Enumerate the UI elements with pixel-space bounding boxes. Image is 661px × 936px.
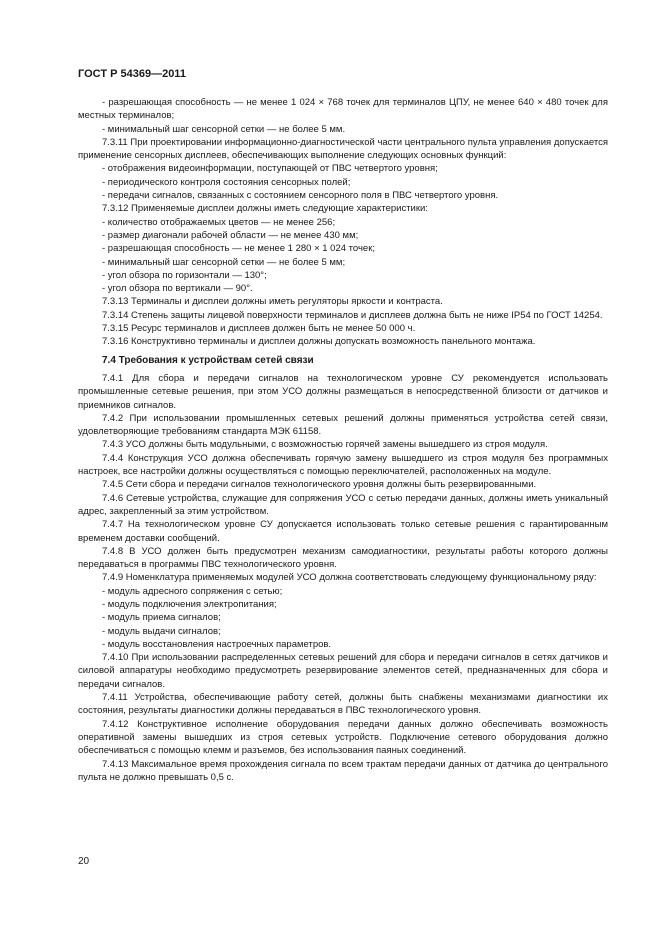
list-item: - модуль выдачи сигналов; — [102, 625, 221, 637]
list-item: - угол обзора по вертикали — 90°. — [102, 283, 253, 295]
paragraph: 7.4.7 На технологическом уровне СУ допускается использовать только сетевые решения с гарантированным временем доставки сообщений. — [78, 519, 608, 544]
list-item: - модуль адресного сопряжения с сетью; — [102, 585, 283, 597]
paragraph: 7.4.2 При использовании промышленных сетевых решений должны применяться устройства сетей связи, удовлетворяющие требованиям стандарта МЭК 61158. — [78, 412, 608, 438]
list-item: - отображения видеоинформации, поступающей от ПВС четвертого уровня; — [102, 163, 438, 175]
page-number: 20 — [78, 856, 90, 867]
paragraph: 7.4.4 Конструкция УСО должна обеспечивать горячую замену вышедшего из строя модуля без программных настроек, все настройки должны осуществляться с помощью переключателей, расположенных на модуле. — [78, 452, 608, 478]
paragraph: 7.3.16 Конструктивно терминалы и дисплеи должны допускать возможность панельного монтажа. — [102, 336, 536, 348]
list-item: - количество отображаемых цветов — не менее 256; — [102, 216, 336, 228]
paragraph: 7.3.14 Степень защиты лицевой поверхности терминалов и дисплеев должна быть не ниже IP54 по ГОСТ 14254. — [102, 309, 603, 321]
list-item: - разрешающая способность — не менее 1 280 × 1 024 точек; — [102, 243, 376, 255]
list-item: - угол обзора по горизонтали — 130°; — [102, 269, 267, 281]
list-item: - размер диагонали рабочей области — не менее 430 мм; — [102, 229, 359, 241]
paragraph: 7.3.15 Ресурс терминалов и дисплеев должен быть не менее 50 000 ч. — [102, 323, 416, 335]
list-item: - модуль восстановления настроечных параметров. — [102, 638, 332, 650]
list-item: - минимальный шаг сенсорной сетки — не более 5 мм; — [102, 256, 346, 268]
paragraph: 7.4.5 Сети сбора и передачи сигналов технологического уровня должны быть резервированными. — [102, 479, 537, 491]
paragraph: 7.4.12 Конструктивное исполнение оборудования передачи данных должно обеспечивать возможность оперативной замены вышедших из строя сетевых устройств. Подключение сетевого оборудования должно обеспечиваться с помощью клемм и разъемов, без использования паяных соединений. — [78, 718, 608, 757]
list-item: - модуль приема сигналов; — [102, 612, 221, 624]
paragraph: 7.4.10 При использовании распределенных сетевых решений для сбора и передачи сигналов в сетях датчиков и силовой аппаратуры необходимо предусмотреть резервирование элементов сетей, предназначенных для сбора и передачи сигналов. — [78, 652, 608, 690]
list-item: - передачи сигналов, связанных с состоянием сенсорного поля в ПВС четвертого уровня. — [102, 190, 499, 202]
document-header: ГОСТ Р 54369—2011 — [78, 68, 186, 80]
list-item: - периодического контроля состояния сенсорных полей; — [102, 176, 351, 188]
document-body — [78, 96, 608, 784]
paragraph: 7.4.6 Сетевые устройства, служащие для сопряжения УСО с сетью передачи данных, должны иметь уникальный адрес, закрепленный за этим устройством. — [78, 492, 608, 517]
paragraph: 7.4.13 Максимальное время прохождения сигнала по всем трактам передачи данных от датчика до центрального пульта не должно превышать 0,5 с. — [78, 758, 608, 783]
paragraph: 7.4.11 Устройства, обеспечивающие работу сетей, должны быть снабжены механизмами диагностики их состояния, результаты диагностики должны передаваться в ПВС технологического уровня. — [78, 692, 608, 717]
list-item: - модуль подключения электропитания; — [102, 598, 277, 610]
paragraph: - минимальный шаг сенсорной сетки — не более 5 мм. — [102, 123, 346, 135]
paragraph: 7.3.13 Терминалы и дисплеи должны иметь регуляторы яркости и контраста. — [102, 296, 443, 308]
paragraph: 7.3.12 Применяемые дисплеи должны иметь следующие характеристики: — [102, 203, 428, 215]
paragraph: - разрешающая способность — не менее 1 024 × 768 точек для терминалов ЦПУ, не менее 640 × 480 точек для местных терминалов; — [78, 97, 608, 122]
paragraph: 7.3.11 При проектировании информационно-диагностической части центрального пульта управления допускается применение сенсорных дисплеев, обеспечивающих выполнение следующих основных функций: — [78, 136, 608, 162]
section-title: 7.4 Требования к устройствам сетей связи — [102, 354, 314, 366]
paragraph: 7.4.3 УСО должны быть модульными, с возможностью горячей замены вышедшего из строя модуля. — [102, 439, 548, 451]
paragraph: 7.4.1 Для сбора и передачи сигналов на технологическом уровне СУ рекомендуется использовать промышленные сетевые решения, при этом УСО должны размещаться в непосредственной близости от датчиков и приемников сигналов. — [78, 372, 608, 411]
paragraph: 7.4.9 Номенклатура применяемых модулей УСО должна соответствовать следующему функциональному ряду: — [102, 572, 597, 584]
paragraph: 7.4.8 В УСО должен быть предусмотрен механизм самодиагностики, результаты работы которого должны передаваться в программы ПВС технологического уровня. — [78, 545, 608, 571]
